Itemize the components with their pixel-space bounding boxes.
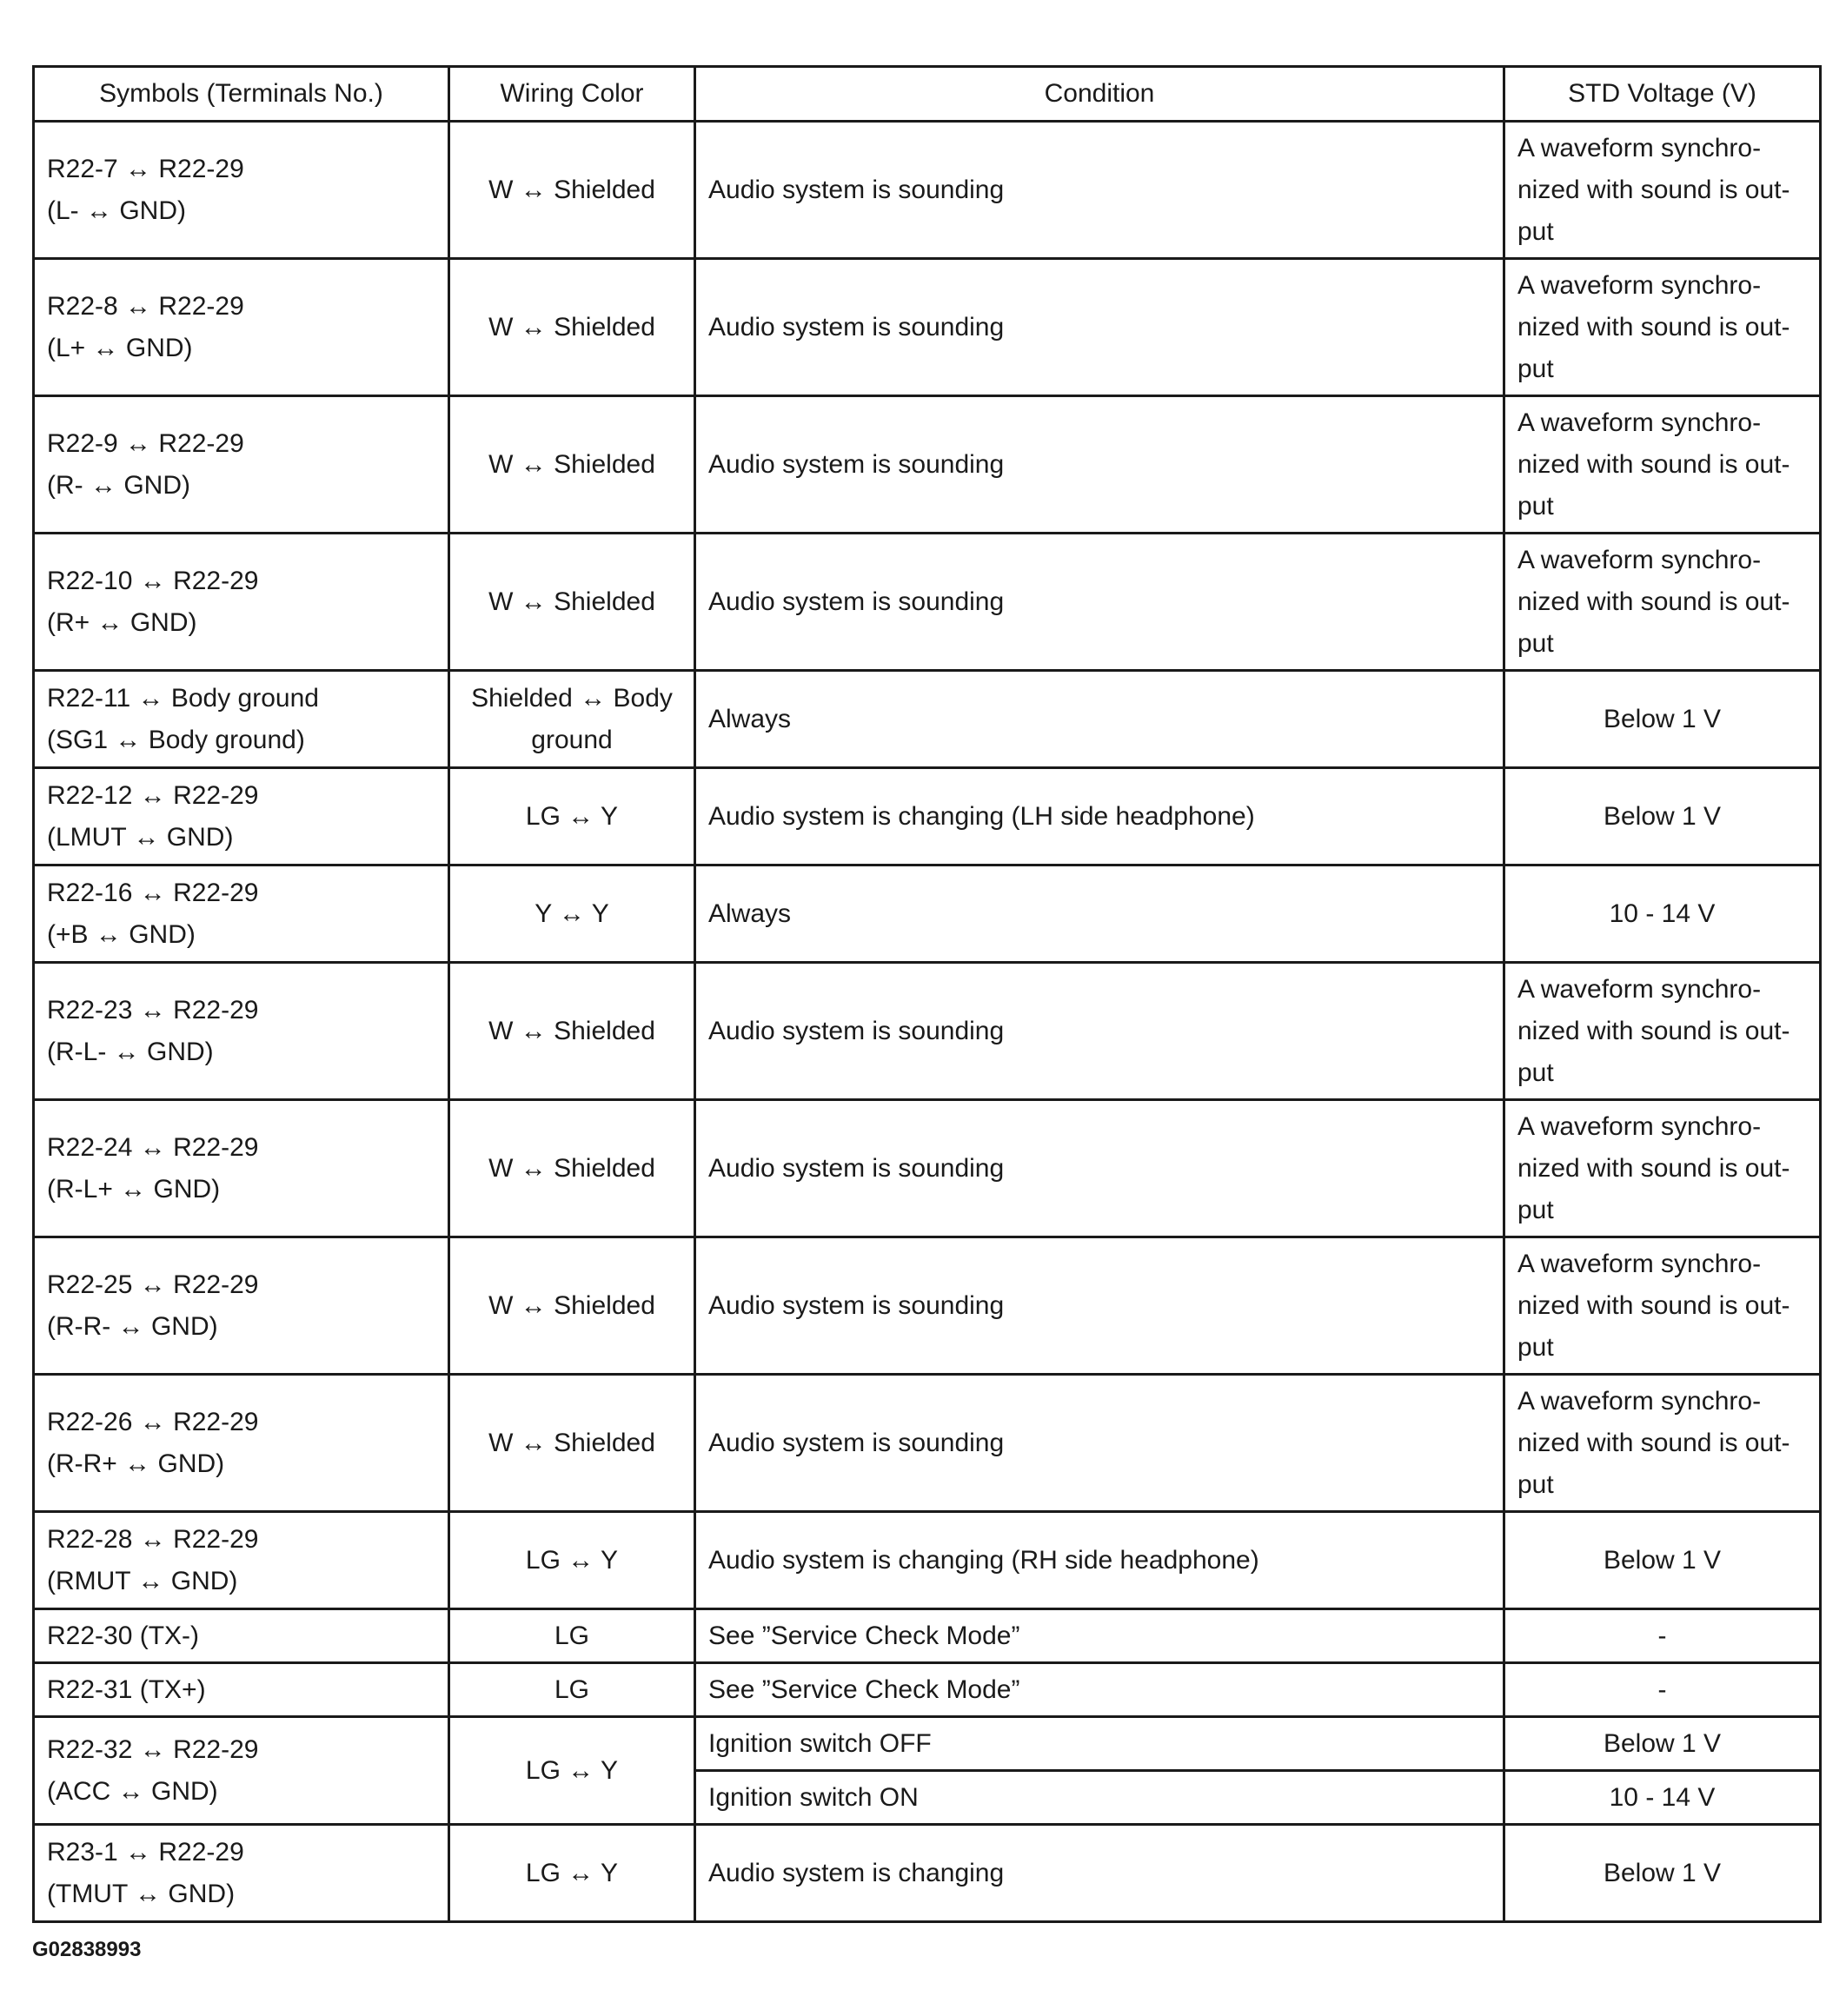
std-voltage-cell: 10 - 14 V [1504,1771,1821,1825]
header-wiring-color: Wiring Color [449,67,695,122]
condition-cell: See ”Service Check Mode” [695,1663,1504,1717]
terminal-symbol-line: R22-25 ↔ R22-29 [47,1270,259,1299]
terminal-symbol-line: (L- ↔ GND) [47,196,186,225]
terminal-symbol-cell [34,1663,449,1717]
terminal-symbol-line: R22-8 ↔ R22-29 [47,291,244,321]
table-row [34,1825,1821,1922]
table-row [34,1717,1821,1771]
terminal-symbol-line: R22-28 ↔ R22-29 [47,1524,259,1554]
table-row [34,1512,1821,1609]
terminal-symbol-line: (+B ↔ GND) [47,919,196,949]
terminal-symbol-cell [34,122,449,259]
std-voltage-cell [1504,1375,1821,1512]
terminal-symbol-line: R22-11 ↔ Body ground [47,683,319,713]
terminal-symbol-cell [34,259,449,396]
std-voltage-text: A waveform synchro- nized with sound is out- put [1517,545,1790,658]
terminal-symbol-cell [34,865,449,963]
std-voltage-text: A waveform synchro- nized with sound is out- put [1517,974,1790,1087]
terminal-symbol-line: R22-9 ↔ R22-29 [47,428,244,458]
terminal-symbol-cell [34,1717,449,1825]
terminal-symbol-line: R22-23 ↔ R22-29 [47,995,259,1025]
terminal-symbol-cell [34,1512,449,1609]
table-row [34,122,1821,259]
terminal-symbol-cell [34,1237,449,1375]
wiring-color-cell: Shielded ↔ Body ground [449,671,695,768]
table-row [34,534,1821,671]
header-symbols: Symbols (Terminals No.) [34,67,449,122]
std-voltage-text: A waveform synchro- nized with sound is out- put [1517,133,1790,246]
table-row [34,1375,1821,1512]
wiring-color-cell: W ↔ Shielded [449,1100,695,1237]
std-voltage-cell: Below 1 V [1504,1512,1821,1609]
std-voltage-cell [1504,534,1821,671]
table-row [34,963,1821,1100]
std-voltage-cell: Below 1 V [1504,671,1821,768]
wiring-color-cell: W ↔ Shielded [449,122,695,259]
terminal-symbol-cell [34,534,449,671]
std-voltage-cell: Below 1 V [1504,768,1821,865]
std-voltage-cell [1504,259,1821,396]
terminal-spec-sheet [32,65,1819,1923]
terminal-symbol-cell [34,396,449,534]
terminal-symbol-cell [34,1100,449,1237]
terminal-symbol-line: (LMUT ↔ GND) [47,822,234,852]
std-voltage-cell: - [1504,1663,1821,1717]
std-voltage-text: A waveform synchro- nized with sound is out- put [1517,1249,1790,1362]
terminal-symbol-cell [34,1375,449,1512]
condition-cell: See ”Service Check Mode” [695,1609,1504,1663]
std-voltage-text: A waveform synchro- nized with sound is out- put [1517,408,1790,521]
condition-cell: Ignition switch OFF [695,1717,1504,1771]
condition-cell: Audio system is changing [695,1825,1504,1922]
condition-cell: Always [695,671,1504,768]
condition-cell: Audio system is sounding [695,963,1504,1100]
figure-id: G02838993 [32,1938,142,1961]
terminal-symbol-cell [34,671,449,768]
wiring-color-cell: W ↔ Shielded [449,1375,695,1512]
terminal-symbol-line: R22-12 ↔ R22-29 [47,780,259,810]
wiring-color-cell: LG ↔ Y [449,768,695,865]
condition-cell: Audio system is sounding [695,534,1504,671]
terminal-symbol-line: R22-16 ↔ R22-29 [47,878,259,907]
condition-cell: Audio system is changing (RH side headphone) [695,1512,1504,1609]
terminal-symbol-line: R22-24 ↔ R22-29 [47,1132,259,1162]
std-voltage-cell: 10 - 14 V [1504,865,1821,963]
condition-cell: Audio system is sounding [695,1237,1504,1375]
condition-cell: Ignition switch ON [695,1771,1504,1825]
condition-cell: Audio system is sounding [695,122,1504,259]
std-voltage-cell [1504,1237,1821,1375]
terminal-symbol-line: (R-L+ ↔ GND) [47,1174,221,1204]
terminal-symbol-line: (R-L- ↔ GND) [47,1037,214,1066]
terminal-symbol-line: (RMUT ↔ GND) [47,1566,238,1595]
condition-cell: Always [695,865,1504,963]
terminal-voltage-table [32,65,1822,1923]
std-voltage-cell [1504,1100,1821,1237]
wiring-color-cell: W ↔ Shielded [449,534,695,671]
terminal-symbol-line: R22-31 (TX+) [47,1674,206,1704]
table-row [34,865,1821,963]
terminal-symbol-line: (R+ ↔ GND) [47,607,197,637]
table-body [34,122,1821,1922]
terminal-symbol-cell [34,1609,449,1663]
terminal-symbol-line: R22-10 ↔ R22-29 [47,566,259,595]
condition-cell: Audio system is sounding [695,396,1504,534]
std-voltage-cell: Below 1 V [1504,1717,1821,1771]
condition-cell: Audio system is sounding [695,259,1504,396]
table-row [34,1100,1821,1237]
std-voltage-cell [1504,396,1821,534]
terminal-symbol-line: (ACC ↔ GND) [47,1776,218,1806]
terminal-symbol-cell [34,963,449,1100]
terminal-symbol-line: R22-30 (TX-) [47,1621,200,1650]
header-std-voltage: STD Voltage (V) [1504,67,1821,122]
std-voltage-text: A waveform synchro- nized with sound is out- put [1517,1111,1790,1224]
wiring-color-cell: LG [449,1609,695,1663]
wiring-color-cell: W ↔ Shielded [449,396,695,534]
wiring-color-cell: LG ↔ Y [449,1717,695,1825]
std-voltage-cell: - [1504,1609,1821,1663]
condition-cell: Audio system is sounding [695,1375,1504,1512]
terminal-symbol-line: R22-32 ↔ R22-29 [47,1734,259,1764]
table-row [34,1663,1821,1717]
terminal-symbol-line: (R-R+ ↔ GND) [47,1449,225,1478]
table-header-row [34,67,1821,122]
wiring-color-cell: W ↔ Shielded [449,259,695,396]
std-voltage-cell [1504,122,1821,259]
header-condition: Condition [695,67,1504,122]
terminal-symbol-line: (L+ ↔ GND) [47,333,193,362]
condition-cell: Audio system is changing (LH side headphone) [695,768,1504,865]
wiring-color-cell: W ↔ Shielded [449,1237,695,1375]
std-voltage-cell: Below 1 V [1504,1825,1821,1922]
std-voltage-cell [1504,963,1821,1100]
wiring-color-cell: W ↔ Shielded [449,963,695,1100]
std-voltage-text: A waveform synchro- nized with sound is out- put [1517,270,1790,383]
wiring-color-cell: LG ↔ Y [449,1825,695,1922]
terminal-symbol-line: R22-26 ↔ R22-29 [47,1407,259,1436]
terminal-symbol-line: (TMUT ↔ GND) [47,1879,236,1908]
table-row [34,259,1821,396]
std-voltage-text: A waveform synchro- nized with sound is out- put [1517,1386,1790,1499]
condition-cell: Audio system is sounding [695,1100,1504,1237]
wiring-color-cell: LG [449,1663,695,1717]
table-row [34,396,1821,534]
terminal-symbol-line: (R-R- ↔ GND) [47,1311,218,1341]
wiring-color-cell: Y ↔ Y [449,865,695,963]
terminal-symbol-cell [34,1825,449,1922]
table-row [34,1237,1821,1375]
table-row [34,671,1821,768]
table-row [34,1609,1821,1663]
terminal-symbol-line: (SG1 ↔ Body ground) [47,725,305,754]
wiring-color-cell: LG ↔ Y [449,1512,695,1609]
terminal-symbol-cell [34,768,449,865]
terminal-symbol-line: R23-1 ↔ R22-29 [47,1837,244,1867]
terminal-symbol-line: R22-7 ↔ R22-29 [47,154,244,183]
table-row [34,768,1821,865]
terminal-symbol-line: (R- ↔ GND) [47,470,190,500]
